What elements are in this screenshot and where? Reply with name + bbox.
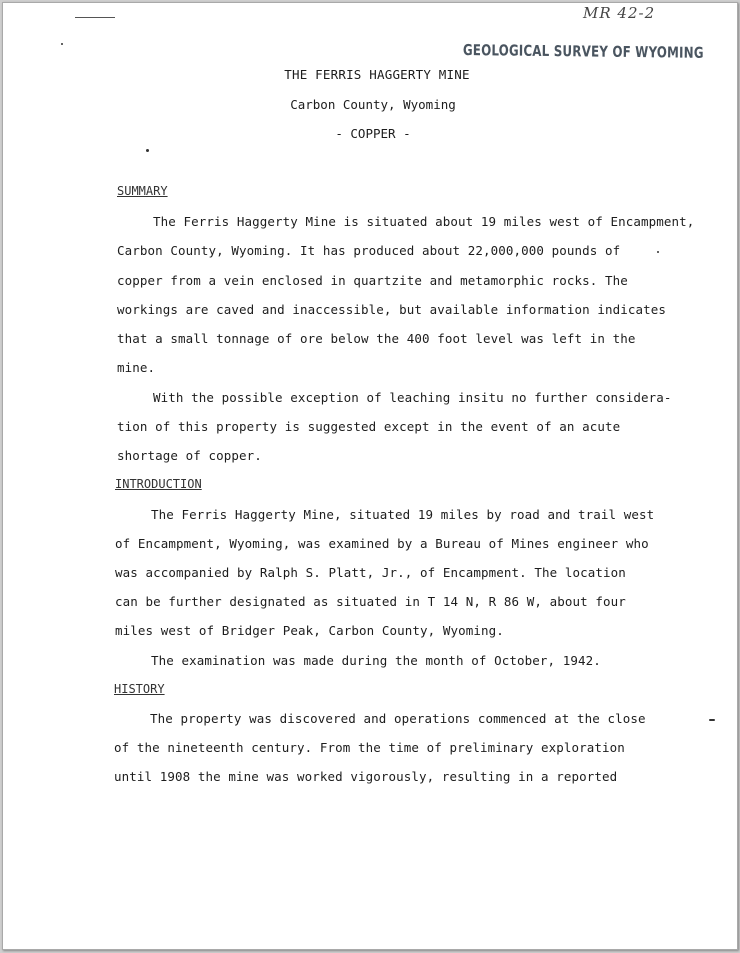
summary-line: Carbon County, Wyoming. It has produced about 22,000,000 pounds of [117, 243, 621, 258]
summary-heading: SUMMARY [117, 184, 168, 198]
introduction-line: The Ferris Haggerty Mine, situated 19 miles by road and trail west [151, 507, 655, 522]
history-line: The property was discovered and operations commenced at the close [150, 711, 646, 726]
introduction-line: of Encampment, Wyoming, was examined by a Bureau of Mines engineer who [115, 536, 649, 551]
introduction-line: was accompanied by Ralph S. Platt, Jr., of Encampment. The location [115, 565, 626, 580]
introduction-line: miles west of Bridger Peak, Carbon County, Wyoming. [115, 623, 504, 638]
summary-line: workings are caved and inaccessible, but available information indicates [117, 302, 667, 317]
scan-speck [146, 149, 149, 152]
pencil-mark [75, 17, 115, 18]
document-viewer-frame [2, 2, 738, 950]
scan-speck [61, 43, 63, 45]
introduction-line: The examination was made during the month of October, 1942. [151, 653, 601, 668]
scan-speck [709, 719, 715, 721]
summary-line: tion of this property is suggested except in the event of an acute [117, 419, 621, 434]
summary-line: With the possible exception of leaching insitu no further considera- [153, 390, 672, 405]
history-line: of the nineteenth century. From the time of preliminary exploration [114, 740, 625, 755]
history-line: until 1908 the mine was worked vigorously, resulting in a reported [114, 769, 618, 784]
handwritten-reference: MR 42-2 [583, 4, 656, 22]
history-heading: HISTORY [114, 682, 165, 696]
summary-line: that a small tonnage of ore below the 400 foot level was left in the [117, 331, 636, 346]
document-title: THE FERRIS HAGGERTY MINE [284, 67, 470, 82]
document-commodity: - COPPER - [335, 126, 411, 141]
document-location: Carbon County, Wyoming [290, 97, 456, 112]
document-page [3, 3, 737, 949]
summary-line: copper from a vein enclosed in quartzite and metamorphic rocks. The [117, 273, 628, 288]
summary-line: shortage of copper. [117, 448, 262, 463]
summary-line: mine. [117, 360, 156, 375]
summary-line: The Ferris Haggerty Mine is situated about 19 miles west of Encampment, [153, 214, 695, 229]
scan-speck [657, 251, 659, 253]
introduction-heading: INTRODUCTION [115, 477, 202, 491]
survey-stamp: GEOLOGICAL SURVEY OF WYOMING [462, 41, 704, 62]
introduction-line: can be further designated as situated in T 14 N, R 86 W, about four [115, 594, 626, 609]
